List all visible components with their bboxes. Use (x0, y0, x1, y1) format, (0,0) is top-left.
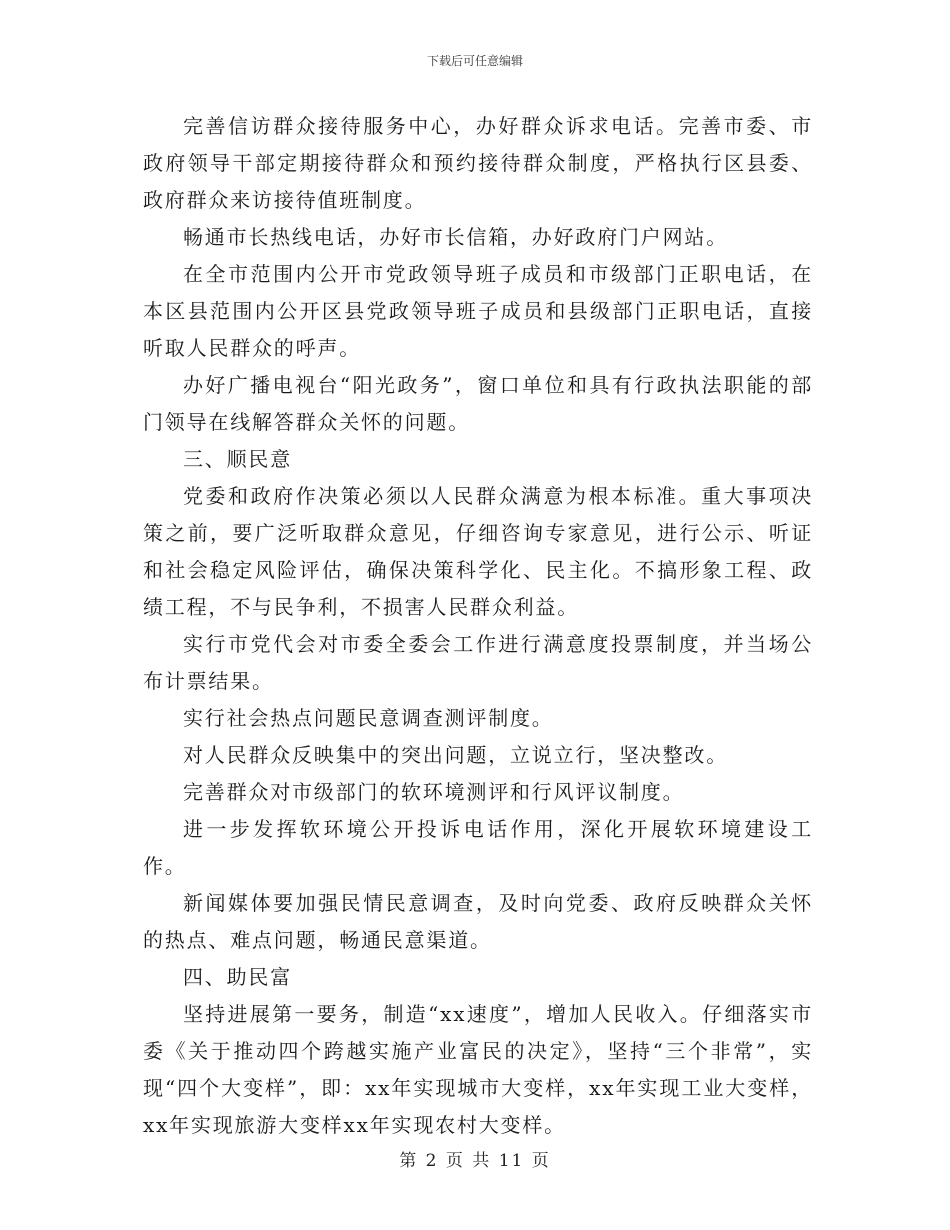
page-number: 第 2 页 共 11 页 (399, 1151, 551, 1171)
page-header: 下载后可任意编辑 (426, 54, 523, 68)
paragraph: 实行市党代会对市委全委会工作进行满意度投票制度，并当场公布计票结果。 (143, 632, 813, 693)
paragraph: 完善群众对市级部门的软环境测评和行风评议制度。 (183, 780, 685, 804)
section-heading: 三、顺民意 (183, 447, 292, 471)
paragraph: 坚持进展第一要务，制造“xx速度”，增加人民收入。仔细落实市委《关于推动四个跨越实施产业富民的决定》，坚持“三个非常”，实现“四个大变样”，即：xx年实现城市大变样，xx年实现工业大变样，xx年实现旅游大变样xx年实现农村大变样。 (143, 1002, 813, 1137)
document-body (143, 108, 813, 1144)
paragraph: 完善信访群众接待服务中心，办好群众诉求电话。完善市委、市政府领导干部定期接待群众和预约接待群众制度，严格执行区县委、政府群众来访接待值班制度。 (143, 114, 813, 212)
paragraph: 新闻媒体要加强民情民意调查，及时向党委、政府反映群众关怀的热点、难点问题，畅通民意渠道。 (143, 891, 813, 952)
paragraph: 党委和政府作决策必须以人民群众满意为根本标准。重大事项决策之前，要广泛听取群众意见，仔细咨询专家意见，进行公示、听证和社会稳定风险评估，确保决策科学化、民主化。不搞形象工程、政绩工程，不与民争利，不损害人民群众利益。 (143, 484, 813, 619)
section-heading: 四、助民富 (183, 965, 292, 989)
paragraph: 畅通市长热线电话，办好市长信箱，办好政府门户网站。 (183, 225, 728, 249)
paragraph: 进一步发挥软环境公开投诉电话作用，深化开展软环境建设工作。 (143, 817, 813, 878)
paragraph: 实行社会热点问题民意调查测评制度。 (183, 706, 554, 730)
paragraph: 对人民群众反映集中的突出问题，立说立行，坚决整改。 (183, 743, 728, 767)
paragraph: 办好广播电视台“阳光政务”，窗口单位和具有行政执法职能的部门领导在线解答群众关怀的问题。 (143, 373, 813, 434)
paragraph: 在全市范围内公开市党政领导班子成员和市级部门正职电话，在本区县范围内公开区县党政领导班子成员和县级部门正职电话，直接听取人民群众的呼声。 (143, 262, 813, 360)
